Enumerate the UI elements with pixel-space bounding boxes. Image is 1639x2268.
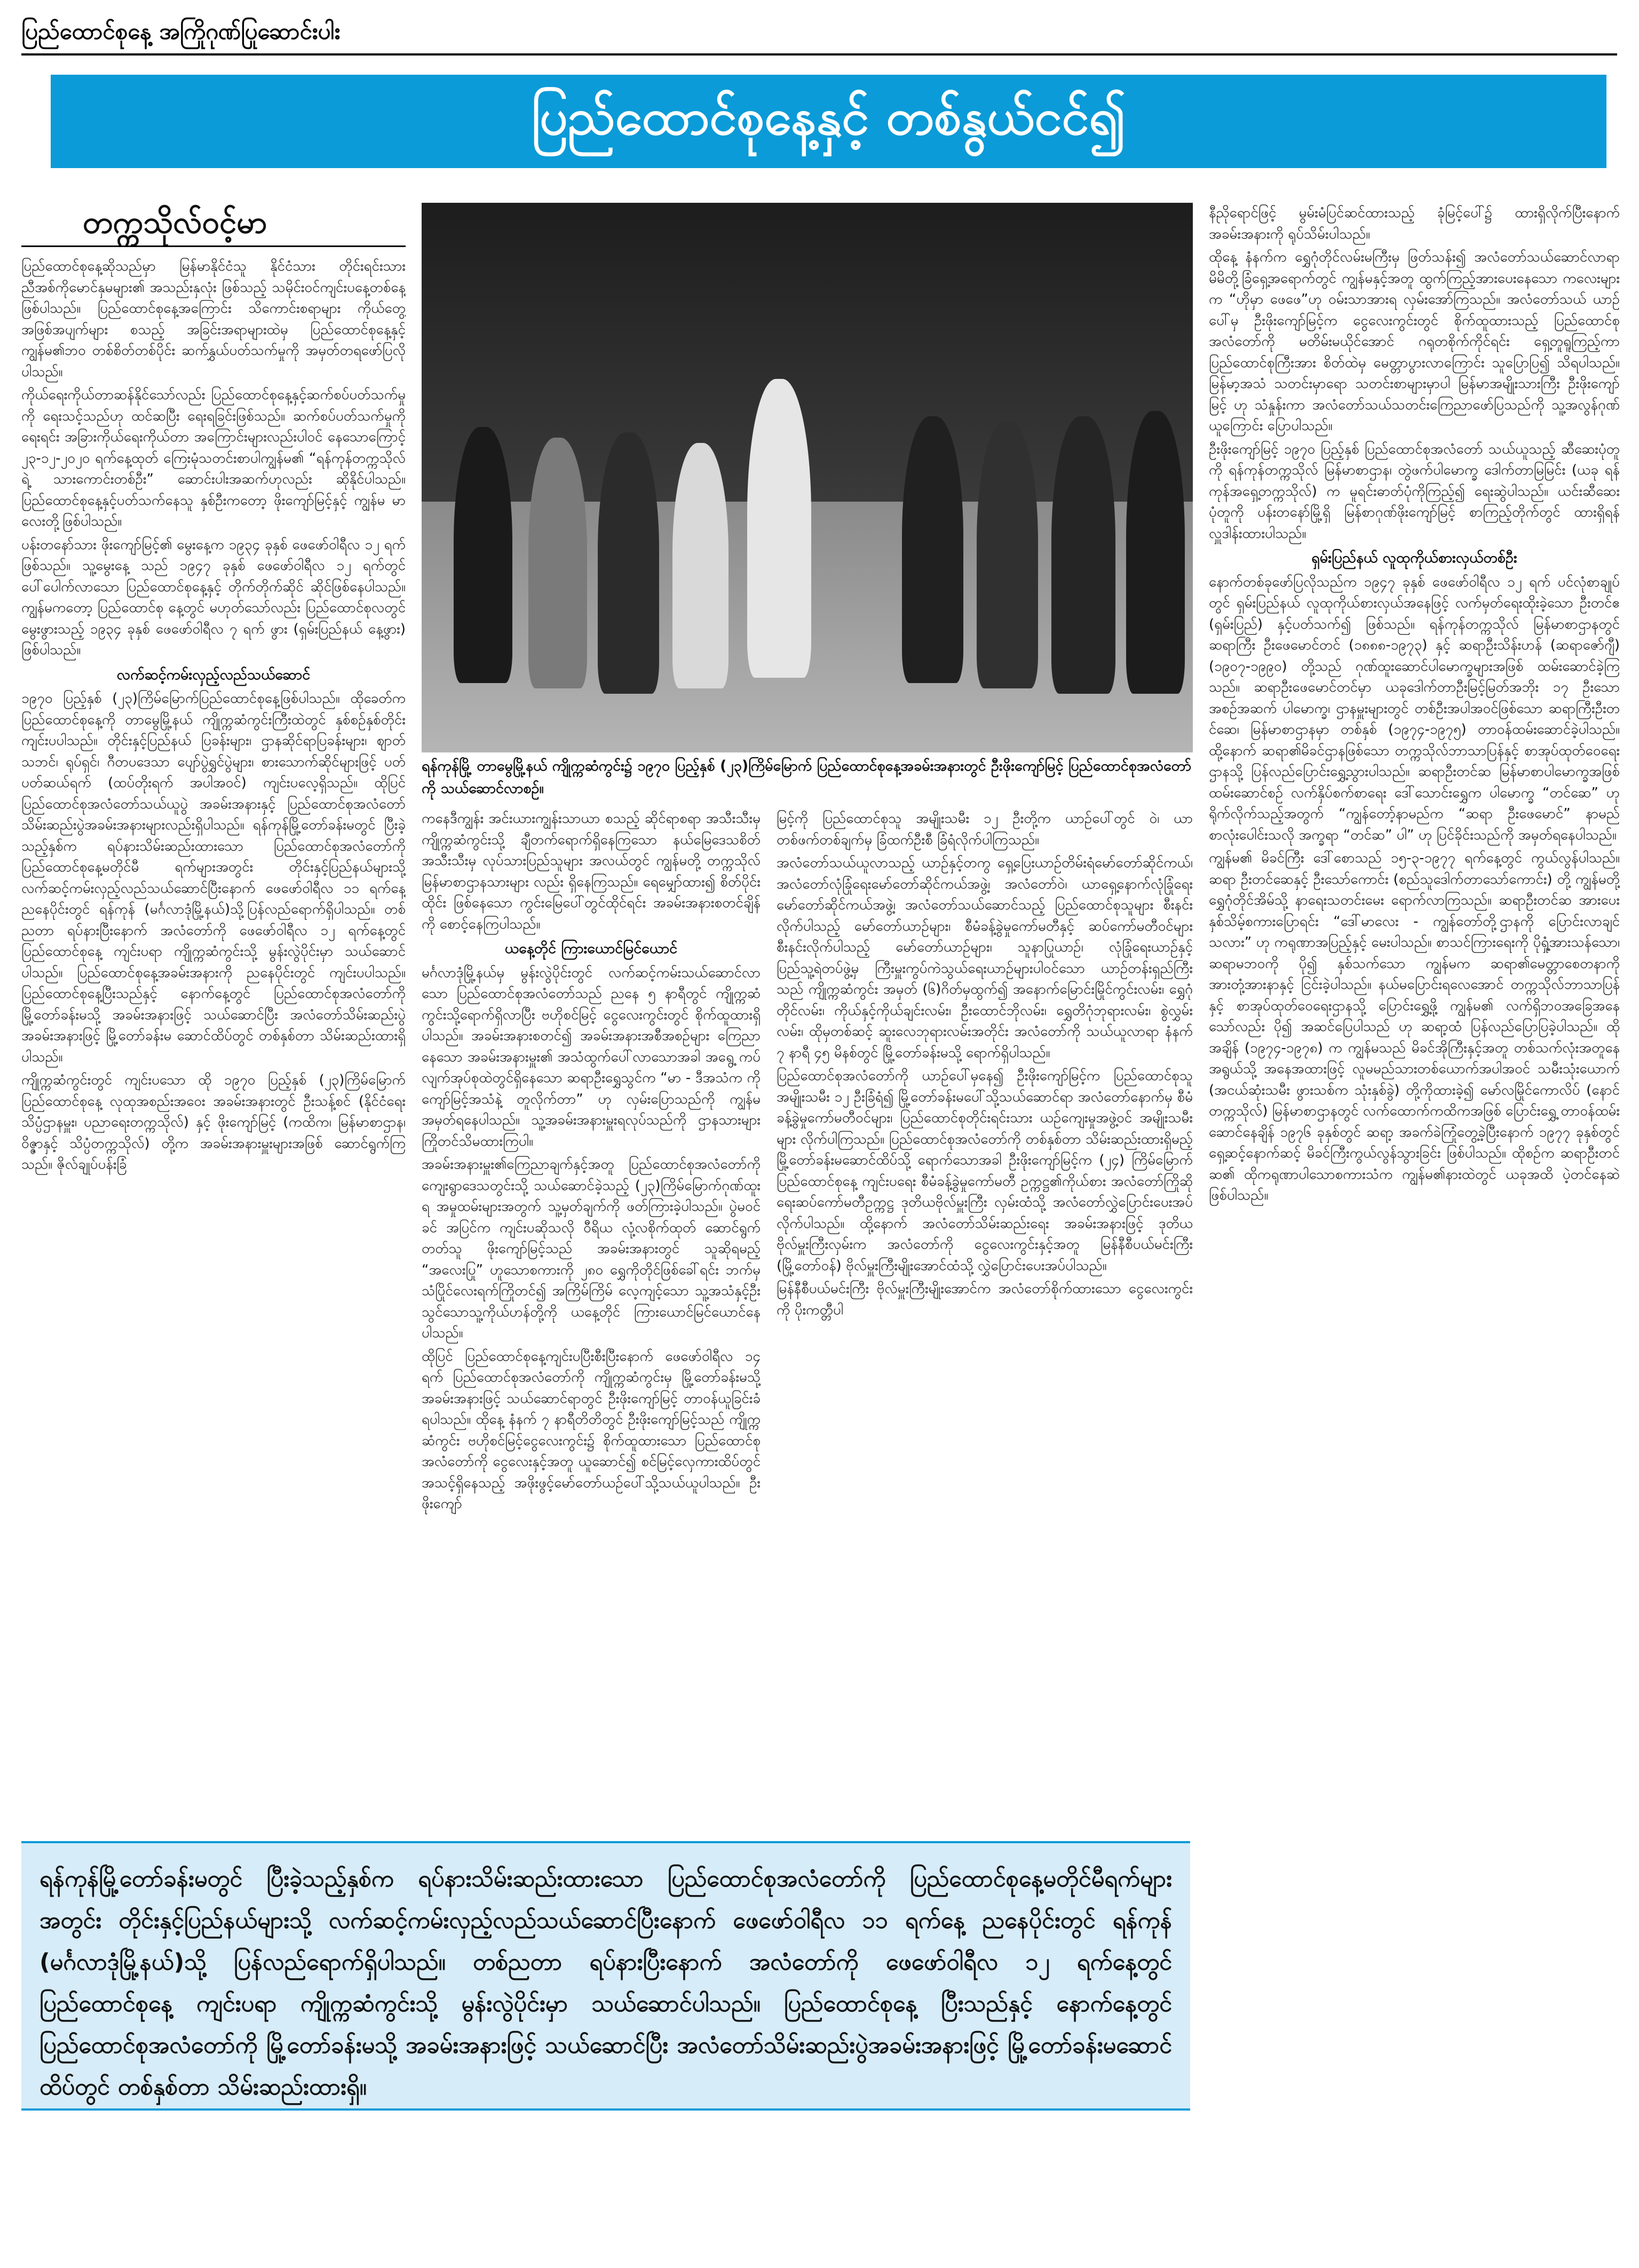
paragraph: ကိုယ်ရေးကိုယ်တာဆန်နိုင်သော်လည်း ပြည်ထောင်စုနေ့နှင့်ဆက်စပ်ပတ်သက်မှုကို ရေးသင့်သည်ဟု ထင်ဆပြီး ရေးရခြင်းဖြစ်သည်။ ဆက်စပ်ပတ်သက်မှုကို ရေးရင်း အခြားကိုယ်ရေးကိုယ်တာ အကြောင်းများလည်းပါဝင် နေသောကြောင့် ၂၃-၁၂-၂၀၂၀ ရက်နေ့ထုတ် ကြေးမုံသတင်းစာပါကျွန်မ၏ “ရန်ကုန်တက္ကသိုလ်ရဲ့ သားကောင်းတစ်ဦး” ဆောင်းပါးအဆက်ဟုလည်း ဆိုနိုင်ပါသည်။ ပြည်ထောင်စုနေ့နှင့်ပတ်သက်နေသူ နှစ်ဦးကတော့ ဖိုးကျော်မြင့်နှင့် ကျွန်မ မာလေးတို့ဖြစ်ပါသည်။	[21, 387, 406, 529]
article-column-2	[422, 808, 761, 1833]
article-title: ပြည်ထောင်စုနေ့နှင့် တစ်နွယ်ငင်၍	[531, 88, 1126, 146]
photo-figure	[747, 379, 811, 678]
photo-caption: ရန်ကုန်မြို့ တာမွေမြို့နယ် ကျိုက္ကဆံကွင်း၌ ၁၉၇၀ ပြည့်နှစ် (၂၃)ကြိမ်မြောက် ပြည်ထောင်စုနေ့အခမ်းအနားတွင် ဦးဖိုးကျော်မြင့် ပြည်ထောင်စုအလံတော်ကို သယ်ဆောင်လာစဉ်။	[422, 758, 1192, 797]
paragraph: ဦးဖိုးကျော်မြင့် ၁၉၇၀ ပြည့်နှစ် ပြည်ထောင်စုအလံတော် သယ်ယူသည့် ဆီဆေးပုံတူကို ရန်ကုန်တက္ကသိုလ် မြန်မာစာဌာန၊ တွဲဖက်ပါမောက္ခ ဒေါက်တာမြမြင်း (ယခု ရန်ကုန်အရှေ့တက္ကသိုလ်) က မူရင်းဓာတ်ပုံကိုကြည့်၍ ရေးဆွဲပါသည်။ ယင်းဆီဆေးပုံတူကို ပန်းတနော်မြို့ရှိ မြန်စာဂုဏ်ဖိုးကျော်မြင့် စာကြည့်တိုက်တွင် ထားရှိရန် လှူဒါန်းထားပါသည်။	[1209, 441, 1620, 542]
paragraph: ၁၉၇၀ ပြည့်နှစ် (၂၃)ကြိမ်မြောက်ပြည်ထောင်စုနေ့ဖြစ်ပါသည်။ ထိုခေတ်က ပြည်ထောင်စုနေ့ကို တာမွေမြို့နယ် ကျိုက္ကဆံကွင်းကြီးထဲတွင် နှစ်စဉ်နှစ်တိုင်း ကျင်းပပါသည်။ တိုင်းနှင့်ပြည်နယ် ပြခန်းများ၊ ဌာနဆိုင်ရာပြခန်းများ၊ ဈာတ်သဘင်၊ ရုပ်ရှင်၊ ဂီတပဒေသာ ပျော်ပွဲရွှင်ပွဲများ၊ စားသောက်ဆိုင်များဖြင့် ပတ်ပတ်ဆယ်ရက် (ထပ်တိုးရက် အပါအဝင်) ကျင်းပလေ့ရှိသည်။ ထိုပြင် ပြည်ထောင်စုအလံတော်သယ်ယူပွဲ အခမ်းအနားနှင့် ပြည်ထောင်စုအလံတော် သိမ်းဆည်းပွဲအခမ်းအနားများလည်းရှိပါသည်။ ရန်ကုန်မြို့တော်ခန်းမတွင် ပြီးခဲ့သည့်နှစ်က ရပ်နားသိမ်းဆည်းထားသော ပြည်ထောင်စုအလံတော်ကို ပြည်ထောင်စုနေ့မတိုင်မီ ရက်များအတွင်း တိုင်းနှင့်ပြည်နယ်များသို့ လက်ဆင့်ကမ်းလှည့်လည်သယ်ဆောင်ပြီးနောက် ဖေဖော်ဝါရီလ ၁၁ ရက်နေ့ ညနေပိုင်းတွင် ရန်ကုန် (မင်္ဂလာဒုံမြို့နယ်)သို့ပြန်လည်ရောက်ရှိပါသည်။ တစ်ညတာ ရပ်နားပြီးနောက် အလံတော်ကို ဖေဖော်ဝါရီလ ၁၂ ရက်နေ့တွင် ပြည်ထောင်စုနေ့ ကျင်းပရာ ကျိုက္ကဆံကွင်းသို့ မွန်းလွဲပိုင်းမှာ သယ်ဆောင်ပါသည်။ ပြည်ထောင်စုနေ့အခမ်းအနားကို ညနေပိုင်းတွင် ကျင်းပပါသည်။ ပြည်ထောင်စုနေ့ပြီးသည်နှင့် နောက်နေ့တွင် ပြည်ထောင်စုအလံတော်ကို မြို့တော်ခန်းမသို့ အခမ်းအနားဖြင့် သယ်ဆောင်ပြီး အလံတော်သိမ်းဆည်းပွဲ အခမ်းအနားဖြင့် မြို့တော်ခန်းမ ဆောင်ထိပ်တွင် တစ်နှစ်တာ သိမ်းဆည်းထားရှိပါသည်။	[21, 691, 406, 1065]
article-photo	[422, 203, 1193, 752]
paragraph: ထိုနေ့ နံနက်က ရွှေဂုံတိုင်လမ်းမကြီးမှ ဖြတ်သန်း၍ အလံတော်သယ်ဆောင်လာရာ မိမိတို့ခြံရှေ့အရောက်တွင် ကျွန်မနှင့်အတူ ထွက်ကြည့်အားပေးနေသော ကလေးများက “ဟိုမှာ ဖေဖေ”ဟု ဝမ်းသာအားရ လှမ်းအော်ကြသည်။ အလံတော်သယ် ယာဉ်ပေါ်မှ ဦးဖိုးကျော်မြင့်က ငွေလေးကွင်းတွင် စိုက်ထူထားသည့် ပြည်ထောင်စုအလံတော်ကို မတိမ်းမယိုင်အောင် ဂရုတစိုက်ကိုင်ရင်း ရှေ့တူရူကြည့်ကာ ပြည်ထောင်စုကြီးအား စိတ်ထဲမှ မေတ္တာပွားလာကြောင်း သူပြောပြ၍ သိရပါသည်။ မြန်မာ့အသံ သတင်းမှာရော သတင်းစာများမှာပါ မြန်မာအမျိုးသားကြီး ဦးဖိုးကျော်မြင့် ဟု သံနှုန်းကာ အလံတော်သယ်သတင်းကြေညာဖော်ပြသည်ကို သူ့အလွန်ဂုဏ်ယူကြောင်း ပြောပါသည်။	[1209, 249, 1620, 434]
pull-quote-box: ရန်ကုန်မြို့တော်ခန်းမတွင် ပြီးခဲ့သည့်နှစ်က ရပ်နားသိမ်းဆည်းထားသော ပြည်ထောင်စုအလံတော်ကို ပြည်ထောင်စုနေ့မတိုင်မီရက်များ အတွင်း တိုင်းနှင့်ပြည်နယ်များသို့ လက်ဆင့်ကမ်းလှည့်လည်သယ်ဆောင်ပြီးနောက် ဖေဖော်ဝါရီလ ၁၁ ရက်နေ့ ညနေပိုင်းတွင် ရန်ကုန် (မင်္ဂလာဒုံမြို့နယ်)သို့ ပြန်လည်ရောက်ရှိပါသည်။ တစ်ညတာ ရပ်နားပြီးနောက် အလံတော်ကို ဖေဖော်ဝါရီလ ၁၂ ရက်နေ့တွင် ပြည်ထောင်စုနေ့ ကျင်းပရာ ကျိုက္ကဆံကွင်းသို့ မွန်းလွဲပိုင်းမှာ သယ်ဆောင်ပါသည်။ ပြည်ထောင်စုနေ့ ပြီးသည်နှင့် နောက်နေ့တွင် ပြည်ထောင်စုအလံတော်ကို မြို့တော်ခန်းမသို့ အခမ်းအနားဖြင့် သယ်ဆောင်ပြီး အလံတော်သိမ်းဆည်းပွဲအခမ်းအနားဖြင့် မြို့တော်ခန်းမဆောင်ထိပ်တွင် တစ်နှစ်တာ သိမ်းဆည်းထားရှိ။	[21, 1841, 1190, 2111]
article-column-4	[1209, 203, 1620, 2268]
paragraph: ပန်းတနော်သား ဖိုးကျော်မြင့်၏ မွေးနေ့က ၁၉၃၄ ခုနှစ် ဖေဖော်ဝါရီလ ၁၂ ရက် ဖြစ်သည်။ သူ့မွေးနေ့ သည် ၁၉၄၇ ခုနှစ် ဖေဖော်ဝါရီလ ၁၂ ရက်တွင် ပေါ်ပေါက်လာသော ပြည်ထောင်စုနေ့နှင့် တိုက်တိုက်ဆိုင် ဆိုင်ဖြစ်နေပါသည်။ ကျွန်မကတော့ ပြည်ထောင်စု နေ့တွင် မဟုတ်သော်လည်း ပြည်ထောင်စုလတွင် မွေးဖွားသည့် ၁၉၃၄ ခုနှစ် ဖေဖော်ဝါရီလ ၇ ရက် ဖွား (ရှမ်းပြည်နယ် နေ့ဖွား) ဖြစ်ပါသည်။	[21, 536, 406, 658]
paragraph: ထိုပြင် ပြည်ထောင်စုနေ့ကျင်းပပြီးစီးပြီးနောက် ဖေဖော်ဝါရီလ ၁၄ ရက် ပြည်ထောင်စုအလံတော်ကို ကျိုက္ကဆံကွင်းမှ မြို့တော်ခန်းမသို့ အခမ်းအနားဖြင့် သယ်ဆောင်ရာတွင် ဦးဖိုးကျော်မြင့် တာဝန်ယူခြင်းခံရပါသည်။ ထိုနေ့ နံနက် ၇ နာရီတိတိတွင် ဦးဖိုးကျော်မြင့်သည် ကျိုက္ကဆံကွင်း ဗဟိုစင်မြင့်ငွေလေးကွင်း၌ စိုက်ထူထားသော ပြည်ထောင်စုအလံတော်ကို ငွေလေးနှင့်အတူ ယူဆောင်၍ စင်မြင့်လှေကားထိပ်တွင် အသင့်ရှိနေသည့် အဖိုးဖွင့်မော်တော်ယဉ်ပေါ်သို့သယ်ယူပါသည်။ ဦးဖိုးကျော်	[422, 1348, 761, 1512]
photo-figure	[1126, 411, 1185, 694]
header-divider	[21, 53, 1617, 55]
photo-figure	[672, 443, 729, 688]
article-column-3	[777, 808, 1193, 1833]
author-byline: တက္ကသိုလ်ဝင့်မာ	[83, 204, 267, 240]
paragraph: ကျိုက္ကဆံကွင်းတွင် ကျင်းပသော ထို ၁၉၇၀ ပြည့်နှစ် (၂၃)ကြိမ်မြောက် ပြည်ထောင်စုနေ့ လုထုအစည်းအဝေး အခမ်းအနားတွင် ဦးသန့်စင် (နိုင်ငံရေးသိပ္ပံဌာနမှူး၊ ပညာရေးတက္ကသိုလ်) နှင့် ဖိုးကျော်မြင့် (ကထိက၊ မြန်မာစာဌာန၊ ဝိဇ္ဇာနှင့် သိပ္ပံတက္ကသိုလ်) တို့က အခမ်းအနားမှူးများအဖြစ် ဆောင်ရွက်ကြသည်။ ဇိုလ်ချုပ်ပန်းခြံ	[21, 1072, 406, 1172]
photo-figure	[1051, 416, 1115, 694]
photo-figure	[528, 438, 587, 688]
paragraph: မြန်နီစီပယ်မင်းကြီး ဗိုလ်မှူးကြီးမျိုးအောင်က အလံတော်စိုက်ထားသော ငွေလေးကွင်းကို ပိုးကတ္တီပါ	[777, 1281, 1193, 1318]
author-divider	[21, 245, 406, 247]
paragraph: မြင့်ကို ပြည်ထောင်စုသူ အမျိုးသမီး ၁၂ ဦးတို့က ယာဉ်ပေါ်တွင် ဝဲ၊ ယာတစ်ဖက်တစ်ချက်မှ ခြံထက်ဦးစီ ခြံရံလိုက်ပါကြသည်။	[777, 811, 1193, 848]
paragraph: ပြည်ထောင်စုနေ့ဆိုသည်မှာ မြန်မာနိုင်ငံသူ နိုင်ငံသား တိုင်းရင်းသားညီအစ်ကိုမောင်နှမများ၏ အသည်းနှလုံး ဖြစ်သည့် သမိုင်းဝင်ကျင်းပနေ့တစ်နေ့ဖြစ်ပါသည်။ ပြည်ထောင်စုနေ့အကြောင်း သိကောင်းစရာများ ကိုယ်တွေ့အဖြစ်အပျက်များ စသည့် အခြင်းအရာများထဲမှ ပြည်ထောင်စုနေ့နှင့် ကျွန်မ၏ဘဝ တစ်စိတ်တစ်ပိုင်း ဆက်နွှယ်ပတ်သက်မှုကို အမှတ်တရဖော်ပြလိုပါသည်။	[21, 258, 406, 380]
paragraph: ပြည်ထောင်စုအလံတော်ကို ယာဉ်ပေါ်မှနေ၍ ဦးဖိုးကျော်မြင့်က ပြည်ထောင်စုသူ အမျိုးသမီး ၁၂ ဦးခြံရံ၍ မြို့တော်ခန်းမပေါ်သို့သယ်ဆောင်ရာ အလံတော်နောက်မှ စီမံခန့်ခွဲမှုကော်မတီဝင်များ၊ ပြည်ထောင်စုတိုင်းရင်းသား ယဉ်ကျေးမှုအဖွဲ့ဝင် အမျိုးသမီးများ လိုက်ပါကြသည်။ ပြည်ထောင်စုအလံတော်ကို တစ်နှစ်တာ သိမ်းဆည်းထားရှိမည့် မြို့တော်ခန်းမဆောင်ထိပ်သို့ ရောက်သောအခါ ဦးဖိုးကျော်မြင့်က (၂၄) ကြိမ်မြောက် ပြည်ထောင်စုနေ့ ကျင်းပရေး စီမံခန့်ခွဲမှုကော်မတီ ဥက္ကဋ္ဌ၏ကိုယ်စား အလံတော်ကြိုဆိုရေးဆပ်ကော်မတီဥက္ကဋ္ဌ ဒုတိယဗိုလ်မှူးကြီး လှမ်းထံသို့ အလံတော်လွှဲပြောင်းပေးအပ်လိုက်ပါသည်။ ထို့နောက် အလံတော်သိမ်းဆည်းရေး အခမ်းအနားဖြင့် ဒုတိယဗိုလ်မှူးကြီးလှမ်းက အလံတော်ကို ငွေလေးကွင်းနှင့်အတူ မြန်နီစီပယ်မင်းကြီး (မြို့တော်ဝန်) ဗိုလ်မှူးကြီးမျိုးအောင်ထံသို့ လွှဲပြောင်းပေးအပ်ပါသည်။	[777, 1068, 1193, 1274]
paragraph: ကနေဒီကျွန်း အင်းယားကျွန်းသာယာ စသည့် ဆိုင်ရာစရာ အသီးသီးမှ ကျိုက္ကဆံကွင်းသို့ ချီတက်ရောက်ရှိနေကြသော နယ်မြေဒေသစိတ်အသီးသီးမှ လုပ်သားပြည်သူများ အလယ်တွင် ကျွန်မတို့ တက္ကသိုလ် မြန်မာစာဌာနသားများ လည်း ရှိနေကြသည်။ ရေမျှော်ထား၍ စိတ်ပိုင်းထိုင်း ဖြစ်နေသော ကွင်းမြေပေါ်တွင်ထိုင်ရင်း အခမ်းအနားစတင်ချိန်ကို စောင့်နေကြပါသည်။	[422, 811, 761, 932]
photo-figure	[977, 422, 1038, 688]
paragraph: အခမ်းအနားမှူး၏ကြေညာချက်နှင့်အတူ ပြည်ထောင်စုအလံတော်ကို ကျေးရွာဒေသတွင်းသို့ သယ်ဆောင်ခဲ့သည့် (၂၃)ကြိမ်မြောက်ဂုဏ်ထူးရ အမှုထမ်းများအတွက် သူ့မှတ်ချက်ကို ဖတ်ကြားခဲ့ပါသည်။ ပွဲမဝင်ခင် အပြင်က ကျင်းပဆိုသလို ဝီရိယ လုံ့လစိုက်ထုတ် ဆောင်ရွက်တတ်သူ ဖိုးကျော်မြင့်သည် အခမ်းအနားတွင် သူဆိုရမည့် “အလေးပြု” ဟူသောစကားကို ၂၈၀ ရွှေကိုတိုင်ဖြစ်ခေါ်ရင်း ဘက်မှ သံပြိုင်လေးရက်ကြိုတင်၍ အကြိမ်ကြိမ် လေ့ကျင့်သော သူ့အသံနှင့်ဦးသွင်သောသူ့ကိုယ်ဟန်တို့ကို ယနေ့တိုင် ကြားယောင်မြင်ယောင်နေပါသည်။	[422, 1156, 761, 1341]
photo-figure	[598, 432, 659, 694]
subheading: ယနေ့တိုင် ကြားယောင်မြင်ယောင်	[504, 940, 678, 957]
section-label: ပြည်ထောင်စုနေ့ အကြိုဂုဏ်ပြုဆောင်းပါး	[21, 18, 341, 44]
title-banner	[51, 75, 1606, 168]
paragraph: အလံတော်သယ်ယူလာသည့် ယာဉ်နှင့်တကွ ရှေ့ပြေးယာဉ်တိမ်းရံမော်တော်ဆိုင်ကယ်၊ အလံတော်လုံခြုံရေးမော်တော်ဆိုင်ကယ်အဖွဲ့၊ အလံတော်ဝဲ၊ ယာရှေ့နောက်လုံခြုံရေး မော်တော်ဆိုင်ကယ်အဖွဲ့၊ အလံတော်သယ်ဆောင်သည့် ပြည်ထောင်စုသူများ စီးနင်းလိုက်ပါသည့် မော်တော်ယာဉ်များ၊ စီမံခန့်ခွဲမှုကော်မတီနှင့် ဆပ်ကော်မတီဝင်များစီးနင်းလိုက်ပါသည့် မော်တော်ယာဉ်များ၊ သူနာပြုယာဉ်၊ လုံခြုံရေးယာဉ်နှင့် ပြည်သူ့ရဲတပ်ဖွဲ့မှ ကြီးမှူးကွပ်ကဲသွယ်ရေးယာဉ်များပါဝင်သော ယာဉ်တန်းရှည်ကြီးသည် ကျိုက္ကဆံကွင်း အမှတ် (၆)ဂိတ်မှထွက်၍ အနောက်မြောင်းမြိုင်ကွင်းလမ်း၊ ရွှေဂုံတိုင်လမ်း၊ ကိုယ်နှင့်ကိုယ်ချင်းလမ်း၊ ဦးထောင်ဘိုလမ်း၊ ရွှေတိဂုံဘုရားလမ်း၊ စွဲလွှမ်းလမ်း၊ ထိုမှတစ်ဆင့် ဆူးလေဘုရားလမ်းအတိုင်း အလံတော်ကို သယ်ယူလာရာ နံနက် ၇ နာရီ ၄၅ မိနစ်တွင် မြို့တော်ခန်းမသို့ ရောက်ရှိပါသည်။	[777, 855, 1193, 1061]
photo-figure	[454, 427, 512, 683]
paragraph: မင်္ဂလာဒုံမြို့နယ်မှ မွန်းလွဲပိုင်းတွင် လက်ဆင့်ကမ်းသယ်ဆောင်လာသော ပြည်ထောင်စုအလံတော်သည် ညနေ ၅ နာရီတွင် ကျိုက္ကဆံကွင်းသို့ရောက်ရှိလာပြီး ဗဟိုစင်မြင့် ငွေလေးကွင်းတွင် စိုက်ထူထားရှိပါသည်။ အခမ်းအနားစတင်၍ အခမ်းအနားအစီအစဉ်များ ကြေညာနေသော အခမ်းအနားမှူး၏ အသံထွက်ပေါ်လာသောအခါ အရွေ့ ကပ်လျက်အုပ်စုထဲတွင်ရှိနေသော ဆရာဦးရွှေသွင်က “မာ - ဒီအသံက ကိုကျော်မြင့်အသံနဲ့ တူလိုက်တာ” ဟု လှမ်းပြောသည်ကို ကျွန်မ အမှတ်ရနေပါသည်။ သူ့အခမ်းအနားမှူးရလုပ်သည်ကို ဌာနသားများ ကြိုတင်သိမထားကြပါ။	[422, 964, 761, 1149]
paragraph: နောက်တစ်ခုဖော်ပြလိုသည်က ၁၉၄၇ ခုနှစ် ဖေဖော်ဝါရီလ ၁၂ ရက် ပင်လုံစာချုပ်တွင် ရှမ်းပြည်နယ် လူထုကိုယ်စားလှယ်အနေဖြင့် လက်မှတ်ရေးထိုးခဲ့သော ဦးတင်ဧ (ရှမ်းပြည်) နှင့်ပတ်သက်၍ ဖြစ်သည်။ ရန်ကုန်တက္ကသိုလ် မြန်မာစာဌာနတွင် ဆရာကြီး ဦးဖေမောင်တင် (၁၈၈၈-၁၉၇၃) နှင့် ဆရာဦးသိန်းဟန် (ဆရာဇော်ဂျီ) (၁၉၀၇-၁၉၉၀) တို့သည် ဂုဏ်ထူးဆောင်ပါမောက္ခများအဖြစ် ထမ်းဆောင်ခဲ့ကြသည်။ ဆရာဦးဖေမောင်တင်မှာ ယခုဒေါက်တာဦးမြင့်မြတ်အဘိုး ၁၇ ဦးသော အစဉ်အဆက် ပါမောက္ခ၊ ဌာနမှူးများတွင် တစ်ဦးအပါအဝင်ဖြစ်သော ဆရာကြီးဦးတင်ဆေ၊ မြန်မာစာဌာနမှာ တစ်နှစ် (၁၉၇၄-၁၉၇၅) တာဝန်ထမ်းဆောင်ခဲ့ပါသည်။ ထို့နောက် ဆရာ၏မိခင်ဌာနဖြစ်သော တက္ကသိုလ်ဘာသာပြန်နှင့် စာအုပ်ထုတ်ဝေရေးဌာနသို့ ပြန်လည်ပြောင်းရွှေ့သွားပါသည်။ ဆရာဦးတင်ဆ မြန်မာစာပါမောက္ခအဖြစ် ထမ်းဆောင်စဉ် လက်နှိပ်စက်စာရေး ဒေါ်သောင်းရွှေက ပါမောက္ခ “တင်ဆေ” ဟုရိုက်လိုက်သည့်အတွက် “ကျွန်တော့်နာမည်က “ဆရာ ဦးဖေမောင်” နာမည်စာလုံးပေါင်းသလို အက္ခရာ “တင်ဆ” ပါ” ဟု ပြင်ခိုင်းသည်ကို အမှတ်ရနေပါသည်။	[1209, 574, 1620, 843]
paragraph: နီညိုရောင်ဖြင့် မွမ်းမံပြင်ဆင်ထားသည့် ခုံမြင့်ပေါ်၌ ထားရှိလိုက်ပြီးနောက် အခမ်းအနားကို ရုပ်သိမ်းပါသည်။	[1209, 205, 1620, 242]
subheading: ရှမ်းပြည်နယ် လူထုကိုယ်စားလှယ်တစ်ဦး	[1311, 550, 1517, 566]
paragraph: ကျွန်မ၏ မိခင်ကြီး ဒေါ်စောသည် ၁၅-၃-၁၉၇၇ ရက်နေ့တွင် ကွယ်လွန်ပါသည်။ ဆရာ ဦးတင်ဆေနှင့် ဦးသော်ကောင်း (စည်သူဒေါက်တာသော်ကောင်း) တို့ ကျွန်မတို့ ရွှေဂုံတိုင်အိမ်သို့ နာရေးသတင်းမေး ရောက်လာကြသည်။ ဆရာဦးတင်ဆ အားပေးနှစ်သိမ့်စကားပြောရင်း “ဒေါ်မာလေး - ကျွန်တော်တို့ဌာနကို ပြောင်းလာချင်သလား” ဟု ကရုဏာအပြည့်နှင့် မေးပါသည်။ စာသင်ကြားရေးကို ပိုရှုံ့အားသန်သော၊ ဆရာမဘဝကို ပို၍ နှစ်သက်သော ကျွန်မက ဆရာ၏မေတ္တာစေတနာကို အားတုံ့အားနာနှင့် ငြင်းခဲ့ပါသည်။ နယ်မပြောင်းရလေအောင် တက္ကသိုလ်ဘာသာပြန်နှင့် စာအုပ်ထုတ်ဝေရေးဌာနသို့ ပြောင်းရွှေ့ဖို့ ကျွန်မ၏ လက်ရှိဘဝအခြေအနေသော်လည်း ပို၍ အဆင်ပြေပါသည် ဟု ဆရာ့ထံ ပြန်လည်ပြောပြခဲ့ပါသည်။ ထိုအချိန် (၁၉၇၄-၁၉၇၈) က ကျွန်မသည် မိခင်အိုကြီးနှင့်အတူ တစ်သက်လုံးအတူနေ အရွယ်သို့ အနေအထားဖြင့် လူမမည်သားတစ်ယောက်အပါအဝင် သမီးသုံးယောက် (အငယ်ဆုံးသမီး ဖွားသစ်က သုံးနှစ်ခွဲ) တို့ကိုထားခဲ့၍ မော်လမြိုင်ကောလိပ် (နောင် တက္ကသိုလ်) မြန်မာစာဌာနတွင် လက်ထောက်ကထိကအဖြစ် ပြောင်းရွှေ့ တာဝန်ထမ်းဆောင်နေချိန် ၁၉၇၆ ခုနှစ်တွင် ဆရာ့ အခက်ခဲကြုံတွေ့ခဲ့ပြီးနောက် ၁၉၇၇ ခုနှစ်တွင် ရှေ့ဆင့်နောက်ဆင့် မိခင်ကြီးကွယ်လွန်သွားခြင်း ဖြစ်ပါသည်။ ထိုစဉ်က ဆရာဦးတင်ဆ၏ ထိုကရုဏာပါသောစကားသံက ကျွန်မ၏နားထဲတွင် ယခုအထိ ပဲ့တင်နေဆဲ ဖြစ်ပါသည်။	[1209, 850, 1620, 1203]
photo-figure	[902, 416, 963, 683]
article-column-1	[21, 256, 406, 2095]
subheading: လက်ဆင့်ကမ်းလှည့်လည်သယ်ဆောင်	[116, 666, 311, 683]
